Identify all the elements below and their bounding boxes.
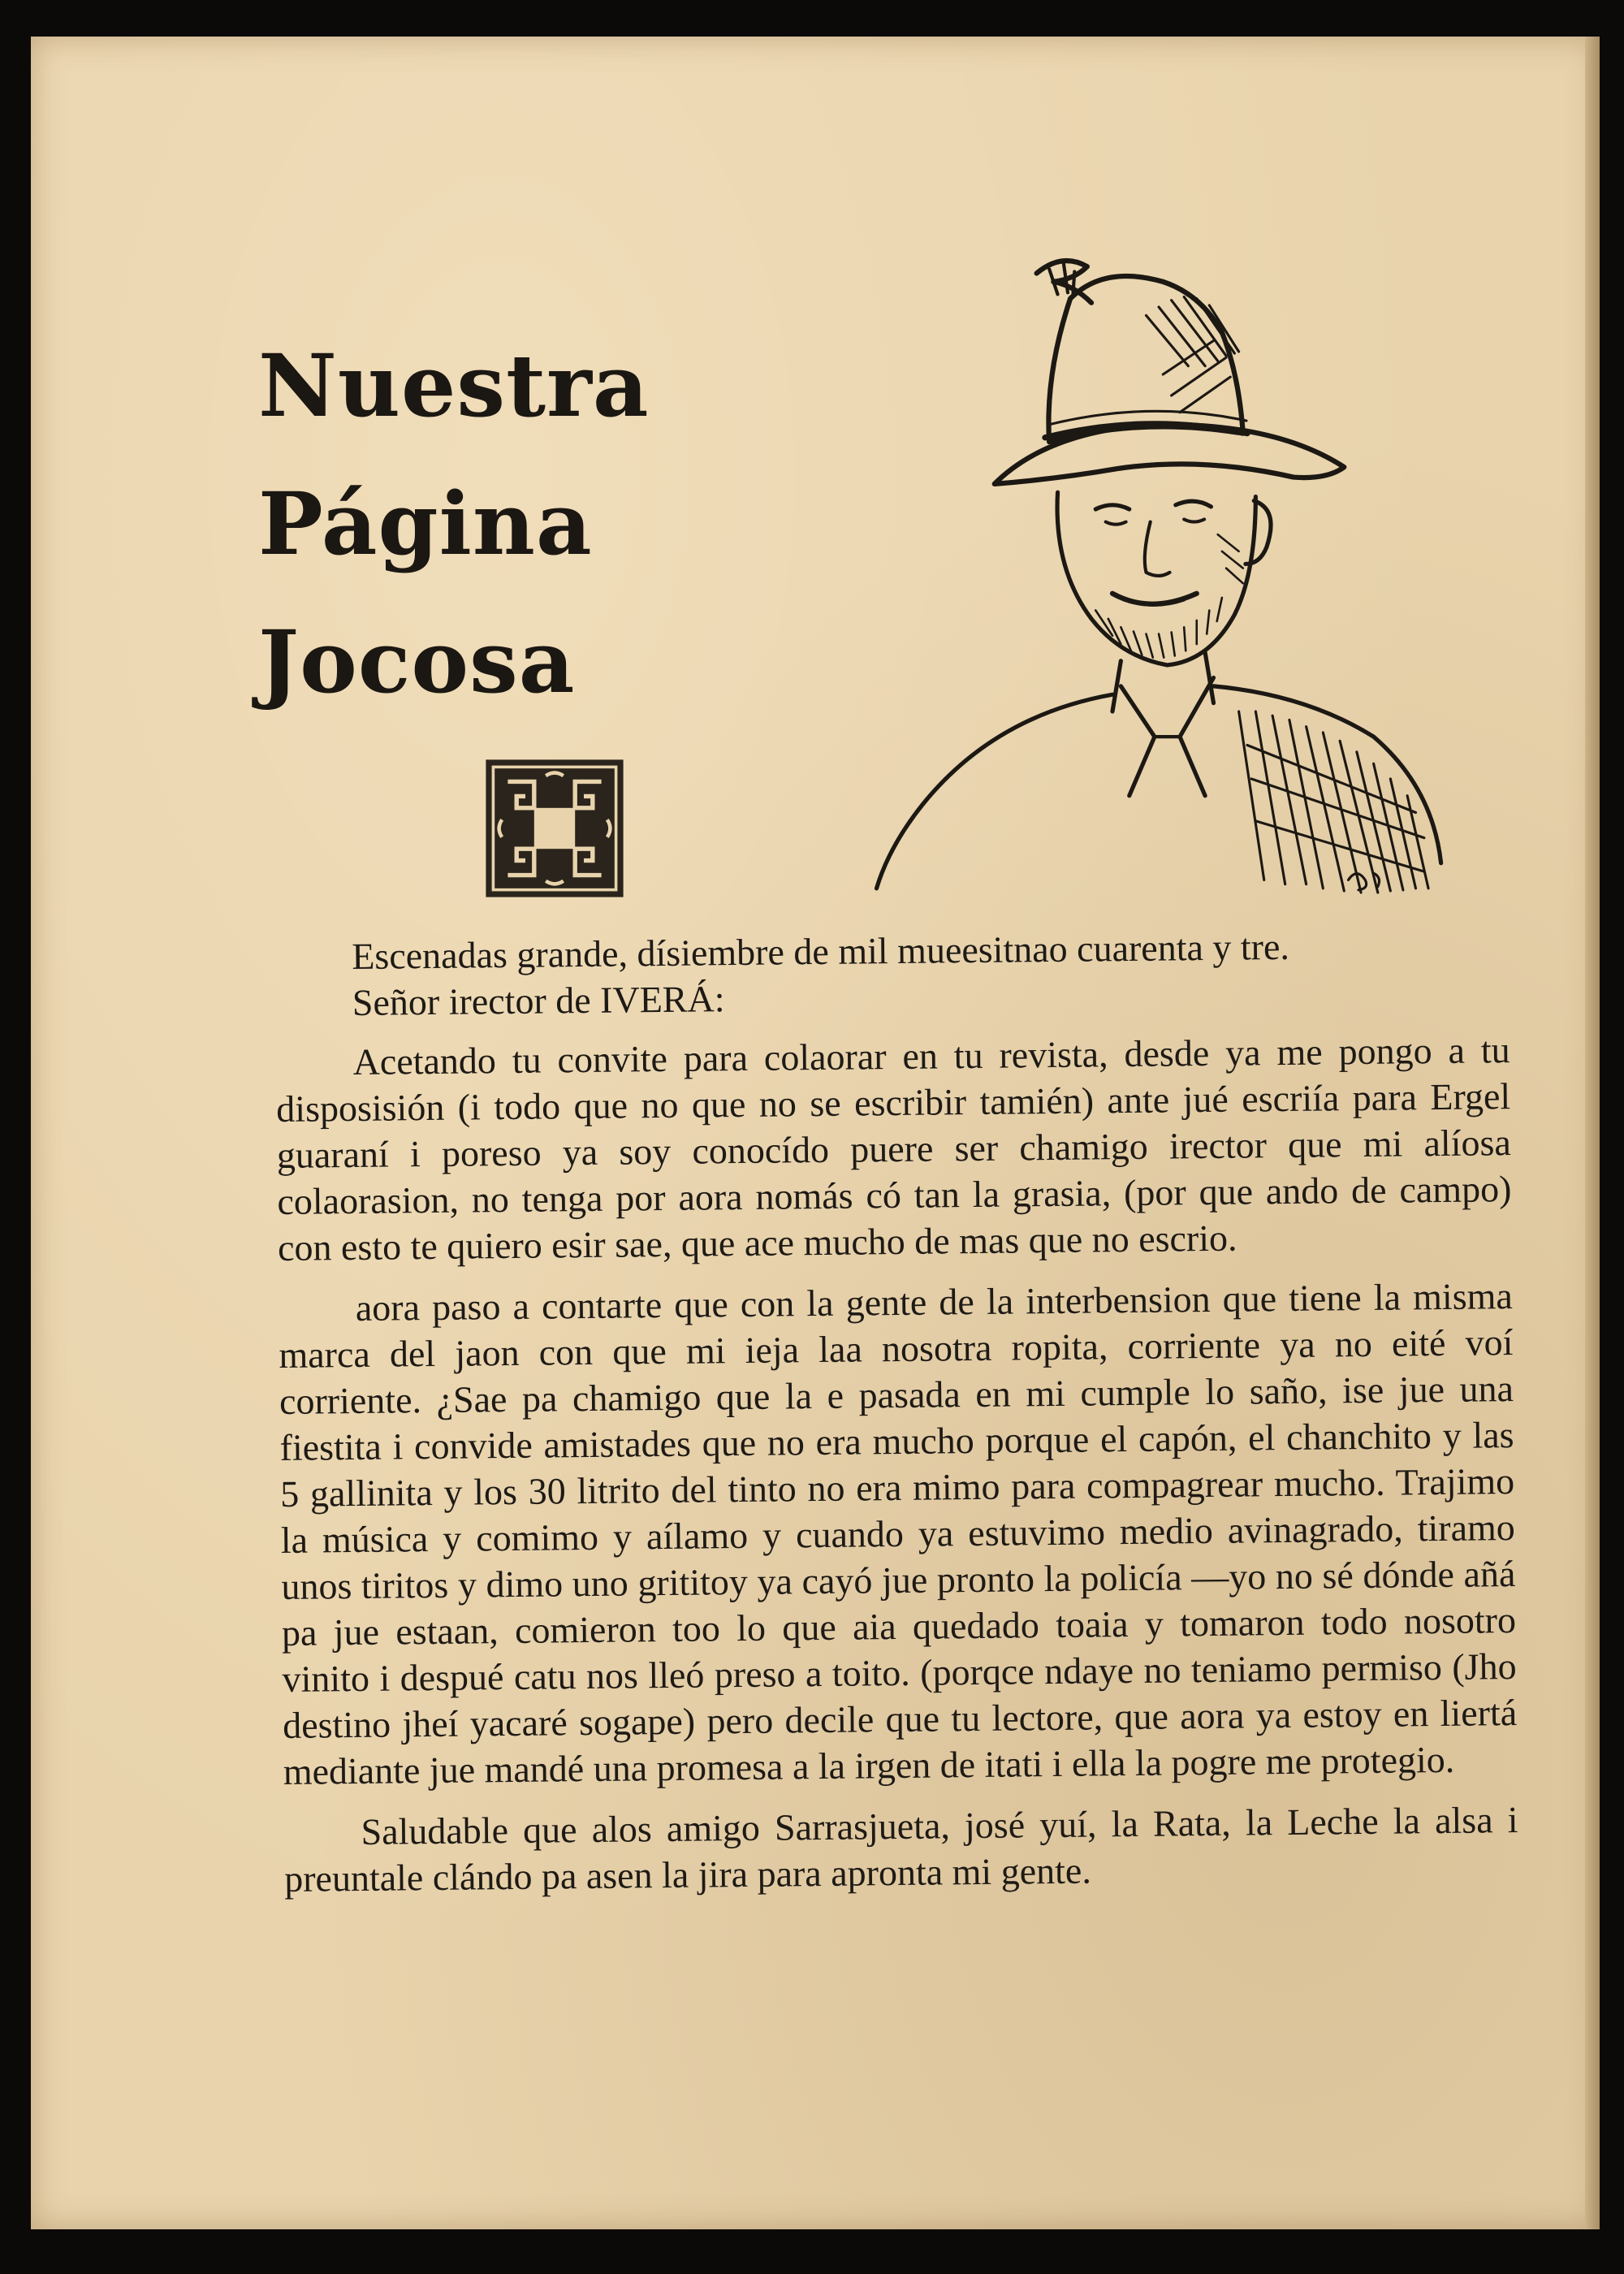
document-page [31,37,1600,2229]
title-line-1: Nuestra [258,335,650,436]
letter-body [274,921,1519,1917]
title-line-3: Jocosa [258,611,576,712]
man-with-hat-drawing-icon [843,240,1517,914]
letter-paragraph: Acetando tu convite para colaorar en tu revista, desde ya me pongo a tu disposisión (i todo que no que no se escribir tamién) ante jué escriía para Ergel guaraní i poreso ya soy conocído puere ser chamigo irector que mi alíosa colaorasion, no tenga por aora nomás có tan la grasia, (por que ando de campo) con esto te quiero esir sae, que ace mucho de mas que no escrio. [275,1029,1512,1269]
letter-dateline: Escenadas grande, dísiembre de mil mueesitnao cuarenta y tre. [352,925,1290,978]
page-title [258,317,650,731]
page-edge [1585,37,1600,2229]
letter-salutation: Señor irector de IVERÁ: [352,978,725,1023]
letter-paragraph: aora paso a contarte que con la gente de la interbension que tiene la misma marca del jaon con que mi ieja laa nosotra ropita, corriente ya no eité voí corriente. ¿Sae pa chamigo que la e pasada en mi cumple lo saño, ise jue una fiestita i convide amistades que no era mucho porque el capón, el chanchito y las 5 gallinita y los 30 litrito del tinto no era mimo para compagrear mucho. Trajimo la música y comimo y aílamo y cuando ya estuvimo medio avinagrado, tiramo unos tiritos y dimo uno grititoy ya cayó jue pronto la policía —yo no sé dónde añá pa jue estaan, comieron too lo que aia quedado toaia y tomaron todo nosotro vinito i despué catu nos lleó preso a toito. (porqce ndaye no teniamo permiso (Jho destino jheí yacaré sogape) pero decile que tu lectore, que aora ya estoy en liertá mediante jue mandé una promesa a la irgen de itati i ella la pogre me protegio. [279,1275,1518,1792]
square-spiral-ornament-icon [482,755,628,901]
title-line-2: Página [258,473,593,574]
letter-paragraph: Saludable que alos amigo Sarrasjueta, josé yuí, la Rata, la Leche la alsa i preuntale clándo pa asen la jira para apronta mi gente. [283,1799,1518,1900]
